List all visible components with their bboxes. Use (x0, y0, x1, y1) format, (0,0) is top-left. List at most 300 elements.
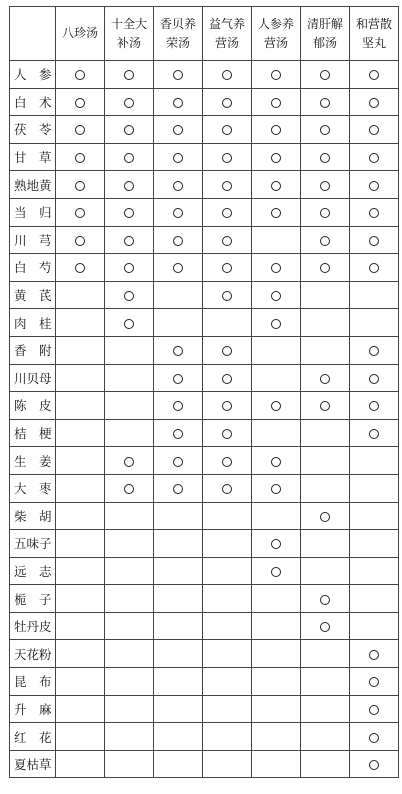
mark-cell (105, 171, 154, 199)
circle-mark-icon (271, 319, 281, 329)
circle-mark-icon (320, 208, 330, 218)
mark-cell (56, 116, 105, 144)
mark-cell (105, 392, 154, 420)
mark-cell (105, 254, 154, 282)
mark-cell (350, 695, 399, 723)
mark-cell (350, 116, 399, 144)
herb-name-cell: 天花粉 (10, 640, 56, 668)
mark-cell (154, 392, 203, 420)
circle-mark-icon (320, 512, 330, 522)
circle-mark-icon (124, 181, 134, 191)
mark-cell (154, 447, 203, 475)
mark-cell (252, 281, 301, 309)
circle-mark-icon (222, 153, 232, 163)
mark-cell (252, 336, 301, 364)
circle-mark-icon (369, 263, 379, 273)
mark-cell (350, 640, 399, 668)
mark-cell (154, 750, 203, 778)
mark-cell (301, 309, 350, 337)
mark-cell (56, 198, 105, 226)
circle-mark-icon (124, 236, 134, 246)
herb-name-cell: 大 枣 (10, 474, 56, 502)
mark-cell (301, 171, 350, 199)
mark-cell (301, 640, 350, 668)
circle-mark-icon (222, 98, 232, 108)
herb-name-cell: 白 芍 (10, 254, 56, 282)
mark-cell (56, 640, 105, 668)
mark-cell (154, 695, 203, 723)
circle-mark-icon (369, 650, 379, 660)
header-row (10, 7, 399, 61)
circle-mark-icon (75, 263, 85, 273)
mark-cell (203, 364, 252, 392)
mark-cell (105, 723, 154, 751)
table-row (10, 392, 399, 420)
circle-mark-icon (222, 263, 232, 273)
mark-cell (252, 61, 301, 89)
mark-cell (203, 640, 252, 668)
mark-cell (301, 226, 350, 254)
circle-mark-icon (369, 346, 379, 356)
mark-cell (56, 61, 105, 89)
mark-cell (350, 309, 399, 337)
mark-cell (105, 309, 154, 337)
mark-cell (301, 336, 350, 364)
circle-mark-icon (173, 181, 183, 191)
circle-mark-icon (173, 429, 183, 439)
mark-cell (252, 309, 301, 337)
herb-name-cell: 生 姜 (10, 447, 56, 475)
table-row (10, 143, 399, 171)
circle-mark-icon (124, 457, 134, 467)
mark-cell (350, 88, 399, 116)
circle-mark-icon (173, 374, 183, 384)
circle-mark-icon (369, 98, 379, 108)
circle-mark-icon (369, 705, 379, 715)
circle-mark-icon (271, 567, 281, 577)
mark-cell (252, 530, 301, 558)
formula-header: 和营散 坚丸 (350, 7, 399, 61)
mark-cell (105, 530, 154, 558)
mark-cell (105, 447, 154, 475)
mark-cell (301, 557, 350, 585)
mark-cell (252, 612, 301, 640)
circle-mark-icon (75, 70, 85, 80)
mark-cell (301, 530, 350, 558)
mark-cell (203, 419, 252, 447)
mark-cell (105, 502, 154, 530)
mark-cell (105, 226, 154, 254)
mark-cell (301, 612, 350, 640)
mark-cell (154, 557, 203, 585)
mark-cell (154, 143, 203, 171)
mark-cell (154, 281, 203, 309)
mark-cell (154, 364, 203, 392)
mark-cell (105, 419, 154, 447)
mark-cell (56, 585, 105, 613)
table-row (10, 502, 399, 530)
mark-cell (252, 447, 301, 475)
herb-name-cell: 肉 桂 (10, 309, 56, 337)
circle-mark-icon (320, 622, 330, 632)
mark-cell (252, 88, 301, 116)
circle-mark-icon (75, 181, 85, 191)
mark-cell (203, 585, 252, 613)
formula-header: 八珍汤 (56, 7, 105, 61)
circle-mark-icon (369, 125, 379, 135)
circle-mark-icon (222, 236, 232, 246)
circle-mark-icon (124, 125, 134, 135)
mark-cell (105, 88, 154, 116)
circle-mark-icon (75, 236, 85, 246)
mark-cell (252, 585, 301, 613)
circle-mark-icon (222, 125, 232, 135)
circle-mark-icon (369, 760, 379, 770)
table-row (10, 281, 399, 309)
mark-cell (154, 474, 203, 502)
mark-cell (56, 695, 105, 723)
circle-mark-icon (271, 208, 281, 218)
circle-mark-icon (124, 70, 134, 80)
mark-cell (252, 557, 301, 585)
mark-cell (252, 392, 301, 420)
mark-cell (105, 281, 154, 309)
mark-cell (56, 336, 105, 364)
mark-cell (301, 61, 350, 89)
circle-mark-icon (320, 401, 330, 411)
mark-cell (105, 198, 154, 226)
circle-mark-icon (271, 98, 281, 108)
mark-cell (154, 116, 203, 144)
mark-cell (301, 585, 350, 613)
mark-cell (350, 254, 399, 282)
mark-cell (350, 143, 399, 171)
mark-cell (154, 171, 203, 199)
herb-name-cell: 当 归 (10, 198, 56, 226)
circle-mark-icon (320, 595, 330, 605)
mark-cell (105, 61, 154, 89)
mark-cell (56, 281, 105, 309)
circle-mark-icon (124, 291, 134, 301)
circle-mark-icon (222, 374, 232, 384)
table-row (10, 198, 399, 226)
mark-cell (56, 668, 105, 696)
circle-mark-icon (369, 236, 379, 246)
circle-mark-icon (173, 153, 183, 163)
mark-cell (252, 668, 301, 696)
table-row (10, 530, 399, 558)
table-row (10, 254, 399, 282)
mark-cell (350, 226, 399, 254)
herb-name-cell: 川贝母 (10, 364, 56, 392)
mark-cell (203, 750, 252, 778)
circle-mark-icon (222, 346, 232, 356)
herb-name-cell: 人 参 (10, 61, 56, 89)
mark-cell (301, 502, 350, 530)
mark-cell (203, 530, 252, 558)
mark-cell (301, 116, 350, 144)
mark-cell (154, 585, 203, 613)
mark-cell (105, 695, 154, 723)
mark-cell (154, 640, 203, 668)
circle-mark-icon (369, 401, 379, 411)
herb-name-cell: 川 芎 (10, 226, 56, 254)
herb-name-cell: 黄 芪 (10, 281, 56, 309)
circle-mark-icon (222, 401, 232, 411)
mark-cell (56, 447, 105, 475)
circle-mark-icon (271, 70, 281, 80)
mark-cell (203, 281, 252, 309)
mark-cell (301, 143, 350, 171)
mark-cell (350, 171, 399, 199)
mark-cell (203, 336, 252, 364)
circle-mark-icon (271, 263, 281, 273)
herb-name-cell: 牡丹皮 (10, 612, 56, 640)
mark-cell (105, 612, 154, 640)
circle-mark-icon (222, 291, 232, 301)
mark-cell (350, 198, 399, 226)
circle-mark-icon (271, 291, 281, 301)
mark-cell (203, 198, 252, 226)
table-row (10, 171, 399, 199)
mark-cell (105, 143, 154, 171)
table-row (10, 695, 399, 723)
mark-cell (252, 640, 301, 668)
mark-cell (350, 447, 399, 475)
circle-mark-icon (222, 181, 232, 191)
circle-mark-icon (271, 125, 281, 135)
circle-mark-icon (124, 98, 134, 108)
circle-mark-icon (320, 70, 330, 80)
circle-mark-icon (173, 125, 183, 135)
mark-cell (154, 198, 203, 226)
mark-cell (350, 474, 399, 502)
mark-cell (56, 612, 105, 640)
circle-mark-icon (369, 208, 379, 218)
mark-cell (154, 309, 203, 337)
circle-mark-icon (124, 484, 134, 494)
mark-cell (105, 640, 154, 668)
mark-cell (301, 198, 350, 226)
circle-mark-icon (222, 457, 232, 467)
mark-cell (350, 723, 399, 751)
herb-name-cell: 五味子 (10, 530, 56, 558)
table-row (10, 585, 399, 613)
circle-mark-icon (369, 677, 379, 687)
mark-cell (350, 557, 399, 585)
mark-cell (301, 447, 350, 475)
mark-cell (105, 474, 154, 502)
mark-cell (252, 750, 301, 778)
mark-cell (301, 695, 350, 723)
mark-cell (203, 392, 252, 420)
mark-cell (203, 557, 252, 585)
mark-cell (203, 226, 252, 254)
formula-header: 十全大 补汤 (105, 7, 154, 61)
mark-cell (105, 557, 154, 585)
circle-mark-icon (124, 263, 134, 273)
mark-cell (154, 226, 203, 254)
circle-mark-icon (173, 98, 183, 108)
mark-cell (154, 419, 203, 447)
mark-cell (252, 419, 301, 447)
mark-cell (203, 668, 252, 696)
mark-cell (154, 530, 203, 558)
circle-mark-icon (173, 401, 183, 411)
circle-mark-icon (271, 484, 281, 494)
circle-mark-icon (173, 346, 183, 356)
mark-cell (350, 668, 399, 696)
herb-name-cell: 桔 梗 (10, 419, 56, 447)
formula-header: 人参养 营汤 (252, 7, 301, 61)
table-row (10, 88, 399, 116)
mark-cell (154, 336, 203, 364)
mark-cell (252, 116, 301, 144)
circle-mark-icon (75, 208, 85, 218)
mark-cell (350, 281, 399, 309)
mark-cell (56, 171, 105, 199)
table-row (10, 61, 399, 89)
circle-mark-icon (271, 539, 281, 549)
mark-cell (252, 364, 301, 392)
mark-cell (350, 419, 399, 447)
mark-cell (56, 474, 105, 502)
table-row (10, 116, 399, 144)
table-row (10, 557, 399, 585)
mark-cell (252, 695, 301, 723)
circle-mark-icon (271, 457, 281, 467)
mark-cell (301, 254, 350, 282)
mark-cell (252, 226, 301, 254)
circle-mark-icon (320, 125, 330, 135)
circle-mark-icon (173, 263, 183, 273)
circle-mark-icon (271, 153, 281, 163)
circle-mark-icon (271, 401, 281, 411)
mark-cell (301, 723, 350, 751)
mark-cell (203, 116, 252, 144)
circle-mark-icon (75, 153, 85, 163)
herb-name-cell: 夏枯草 (10, 750, 56, 778)
circle-mark-icon (320, 98, 330, 108)
table-row (10, 364, 399, 392)
mark-cell (350, 750, 399, 778)
mark-cell (350, 585, 399, 613)
mark-cell (154, 88, 203, 116)
mark-cell (203, 254, 252, 282)
mark-cell (56, 557, 105, 585)
mark-cell (56, 419, 105, 447)
mark-cell (154, 668, 203, 696)
mark-cell (154, 612, 203, 640)
mark-cell (301, 88, 350, 116)
circle-mark-icon (124, 153, 134, 163)
mark-cell (56, 750, 105, 778)
mark-cell (350, 392, 399, 420)
circle-mark-icon (369, 153, 379, 163)
mark-cell (203, 88, 252, 116)
mark-cell (350, 502, 399, 530)
formula-header: 清肝解 郁汤 (301, 7, 350, 61)
mark-cell (252, 198, 301, 226)
circle-mark-icon (369, 374, 379, 384)
mark-cell (350, 612, 399, 640)
circle-mark-icon (222, 429, 232, 439)
mark-cell (105, 585, 154, 613)
mark-cell (203, 723, 252, 751)
circle-mark-icon (173, 70, 183, 80)
circle-mark-icon (222, 208, 232, 218)
herb-name-cell: 白 术 (10, 88, 56, 116)
table-row (10, 668, 399, 696)
mark-cell (154, 254, 203, 282)
mark-cell (56, 309, 105, 337)
mark-cell (105, 116, 154, 144)
mark-cell (203, 61, 252, 89)
mark-cell (203, 171, 252, 199)
circle-mark-icon (222, 70, 232, 80)
mark-cell (154, 502, 203, 530)
circle-mark-icon (173, 484, 183, 494)
mark-cell (56, 254, 105, 282)
mark-cell (154, 723, 203, 751)
table-row (10, 419, 399, 447)
corner-cell (10, 7, 56, 61)
mark-cell (301, 419, 350, 447)
herb-name-cell: 远 志 (10, 557, 56, 585)
herb-name-cell: 陈 皮 (10, 392, 56, 420)
herb-name-cell: 柴 胡 (10, 502, 56, 530)
herb-formula-table (9, 6, 399, 778)
herb-name-cell: 香 附 (10, 336, 56, 364)
mark-cell (105, 668, 154, 696)
circle-mark-icon (320, 374, 330, 384)
mark-cell (56, 143, 105, 171)
table-row (10, 612, 399, 640)
mark-cell (252, 143, 301, 171)
mark-cell (105, 336, 154, 364)
table-row (10, 640, 399, 668)
herb-name-cell: 昆 布 (10, 668, 56, 696)
table-row (10, 309, 399, 337)
table-row (10, 723, 399, 751)
mark-cell (154, 61, 203, 89)
circle-mark-icon (320, 153, 330, 163)
mark-cell (252, 502, 301, 530)
circle-mark-icon (75, 125, 85, 135)
mark-cell (105, 750, 154, 778)
herb-rows (10, 61, 399, 778)
mark-cell (301, 474, 350, 502)
mark-cell (350, 530, 399, 558)
table-row (10, 336, 399, 364)
mark-cell (56, 88, 105, 116)
circle-mark-icon (124, 319, 134, 329)
circle-mark-icon (173, 208, 183, 218)
table-row (10, 226, 399, 254)
mark-cell (301, 392, 350, 420)
mark-cell (56, 723, 105, 751)
circle-mark-icon (320, 236, 330, 246)
mark-cell (301, 364, 350, 392)
formula-header: 香贝养 荣汤 (154, 7, 203, 61)
mark-cell (301, 668, 350, 696)
mark-cell (56, 392, 105, 420)
mark-cell (301, 750, 350, 778)
mark-cell (203, 143, 252, 171)
mark-cell (203, 447, 252, 475)
table-row (10, 474, 399, 502)
circle-mark-icon (222, 484, 232, 494)
